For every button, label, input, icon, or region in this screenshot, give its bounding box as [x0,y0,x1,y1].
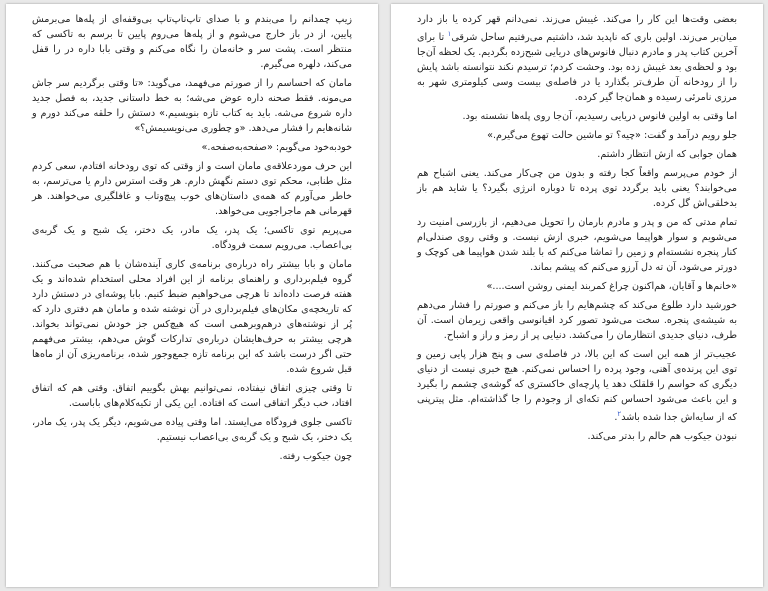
footnote-marker[interactable]: ۱ [447,30,452,38]
left-page [6,4,378,587]
paragraph: نبودن جیکوب هم حالم را بدتر می‌کند. [587,431,737,443]
paragraph: همان جوابی که ازش انتظار داشتم. [597,149,737,161]
paragraph: تا وقتی چیزی اتفاق نیفتاده، نمی‌توانیم بهش بگوییم اتفاق. وقتی هم که اتفاق افتاد، خب دیگر اتفاقی است که افتاده. این یکی از تکیه‌کلام‌های باباست. [32,383,352,409]
paragraph: «خانم‌ها و آقایان، هم‌اکنون چراغ کمربند ایمنی روشن است....» [486,281,737,293]
footnote-marker[interactable]: ۲ [617,410,622,419]
paragraph: مامان که احساسم را از صورتم می‌فهمد، می‌گوید: «تا وقتی برگردیم سر جاش می‌مونه. فقط صحنه داره عوض می‌شه؛ به خط داستانی جدید، به فصل جدید داره شروع می‌شه. باید یه کتاب تازه بنویسیم.» دستش را حلقه می‌کند دورم و شانه‌هایم را فشار می‌دهد. «و چطوری می‌نویسیمش؟» [32,78,352,134]
paragraph-text: تا برای آخرین کتاب پدر و مادرم دنبال فانوس‌های دریایی شبح‌زده بگردیم. یک لحظه آن‌جا بود و لحظه‌ی بعد غیبش زده بود. وحشت کردم؛ ترسیدم نکند نتوانسته باشد پایش را از رودخانه آن طرف‌تر بگذارد یا در فاصله‌ی بیست‌ وسی کیلومتری شهر به مرزی نامرئی رسیده و همان‌جا گیر کرده. [417,32,737,104]
paragraph: تمام مدتی که من و پدر و مادرم بارمان را تحویل می‌دهیم، از بازرسی امنیت رد می‌شویم و سوار هواپیما می‌شویم، خبری ازش نیست. و وقتی روی صندلی‌ام کنار پنجره نشسته‌ام و زمین را تماشا می‌کنم که با بلند شدن هواپیما هی کوچک و دورتر می‌شود، آن ته دل آرزو می‌کنم که پیشم بماند. [417,217,737,274]
paragraph [417,12,737,105]
paragraph: جلو رویم درآمد و گفت: «چیه؟ تو ماشین حالت تهوع می‌گیرم.» [487,130,737,142]
paragraph: مامان و بابا بیشتر راه درباره‌ی برنامه‌ی کاری آینده‌شان با هم صحبت می‌کنند. گروه فیلم‌برداری و راهنمای برنامه از این افراد محلی استخدام شده‌اند و یک هفته فرصت داده‌اند تا هرچی می‌خواهیم ضبط کنیم. بابا پوشه‌ای در دستش دارد که تاریخچه‌ی مکان‌های فیلم‌برداری در آن نوشته شده و مامان هم دفتری دارد که پُر از نوشته‌های درهم‌وبرهمی است که هیچ‌کس جز خودش نمی‌تواند بخواند. هرچی بیشتر به حرف‌هایشان درباره‌ی تدارکات گوش می‌دهم، بیشتر می‌فهمم حتی اگر درست باشد که این برنامه تازه جمع‌وجور شده، برنامه‌ریزی آن از ماه‌ها قبل شروع شده. [32,259,352,375]
paragraph: می‌پریم توی تاکسی؛ یک پدر، یک مادر، یک دختر، یک شبح و یک گربه‌ی بی‌اعصاب. می‌رویم سمت فرودگاه. [32,225,352,251]
left-page-text [32,12,352,468]
paragraph: این حرف موردعلاقه‌ی مامان است و از وقتی که توی رودخانه افتادم، سعی کردم مثل طنابی، محکم توی دستم نگهش دارم. هر وقت استرس دارم یا می‌ترسم، به خاطر می‌آورم که همه‌ی داستان‌های خوب پیچ‌وتاب و غافلگیری می‌خواهند. هر قهرمانی هم ماجراجویی می‌خواهد. [32,161,352,217]
paragraph: زیپ چمدانم را می‌بندم و با صدای تاپ‌تاپ‌تاپ بی‌وقفه‌ای از پله‌ها می‌برمش پایین، از در باز خارج می‌شوم و از پله‌ها می‌روم پایین تا برسم به تاکسی که منتظر است. پشت سر و خانه‌مان را نگاه می‌کنم و وقتی بابا داره در را قفل می‌کند، دلهره می‌گیرم. [32,14,352,70]
right-page [391,4,763,587]
paragraph: چون جیکوب رفته. [279,451,352,462]
paragraph: عجیب‌تر از همه این است که این بالا، در فاصله‌ی سی و پنج هزار پایی زمین و توی این پرنده‌ی آهنی، وجود پرده را احساس نمی‌کنم. هیچ خبری نیست از دنیای دیگری که حواسم را قلقلک دهد یا پارچه‌ای خاکستری که گوشه‌ی چشمم را بگیرد و این باعث می‌شود احساس کنم تکه‌ای از وجودم را جا گذاشته‌ام. مثل پیترپنی که از سایه‌اش جدا شده باشد$^۲$. [417,349,737,424]
paragraph-text: بعضی وقت‌ها این کار را می‌کند. غیبش می‌زند. نمی‌دانم قهر کرده یا باز دارد میان‌بر می‌زند. اولین باری که ناپدید شد، داشتیم می‌رفتیم ساحل شرقی [417,14,737,44]
paragraph: تاکسی جلوی فرودگاه می‌ایستد. اما وقتی پیاده می‌شویم، دیگر یک پدر، یک مادر، یک دختر، یک شبح و یک گربه‌ی بی‌اعصاب نیستیم. [32,417,352,443]
paragraph-text: عجیب‌تر از همه این است که این بالا، در فاصله‌ی سی و پنج هزار پایی زمین و توی این پرنده‌ی آهنی، وجود پرده را احساس نمی‌کنم. هیچ خبری نیست از دنیای دیگری که حواسم را قلقلک دهد یا پارچه‌ای خاکستری که گوشه‌ی چشمم را بگیرد و این باعث می‌شود احساس کنم تکه‌ای از وجودم را جا گذاشته‌ام. مثل پیترپنی که از سایه‌اش جدا شده باشد [417,349,737,424]
paragraph: از خودم می‌پرسم واقعاً کجا رفته و بدون من چی‌کار می‌کند. یعنی اشباح هم می‌خوابند؟ یعنی باید برگردد توی پرده تا دوباره انرژی بگیرد؟ یا شاید هم باز بدخلقی‌اش گل کرده. [417,168,737,210]
paragraph: اما وقتی به اولین فانوس دریایی رسیدیم، آن‌جا روی پله‌ها نشسته بود. [462,111,737,123]
paragraph: خورشید دارد طلوع می‌کند که چشم‌هایم را باز می‌کنم و صورتم را فشار می‌دهم به شیشه‌ی پنجره. سخت می‌شود تصور کرد اقیانوسی واقعی زیرمان است. آن طرف، دنیای جدیدی انتظارمان را می‌کشد. دنیایی پر از رمز و راز و اشباح. [417,300,737,342]
right-page-text [417,12,737,448]
paragraph: خودبه‌خود می‌گویم: «صفحه‌به‌صفحه.» [201,142,352,153]
